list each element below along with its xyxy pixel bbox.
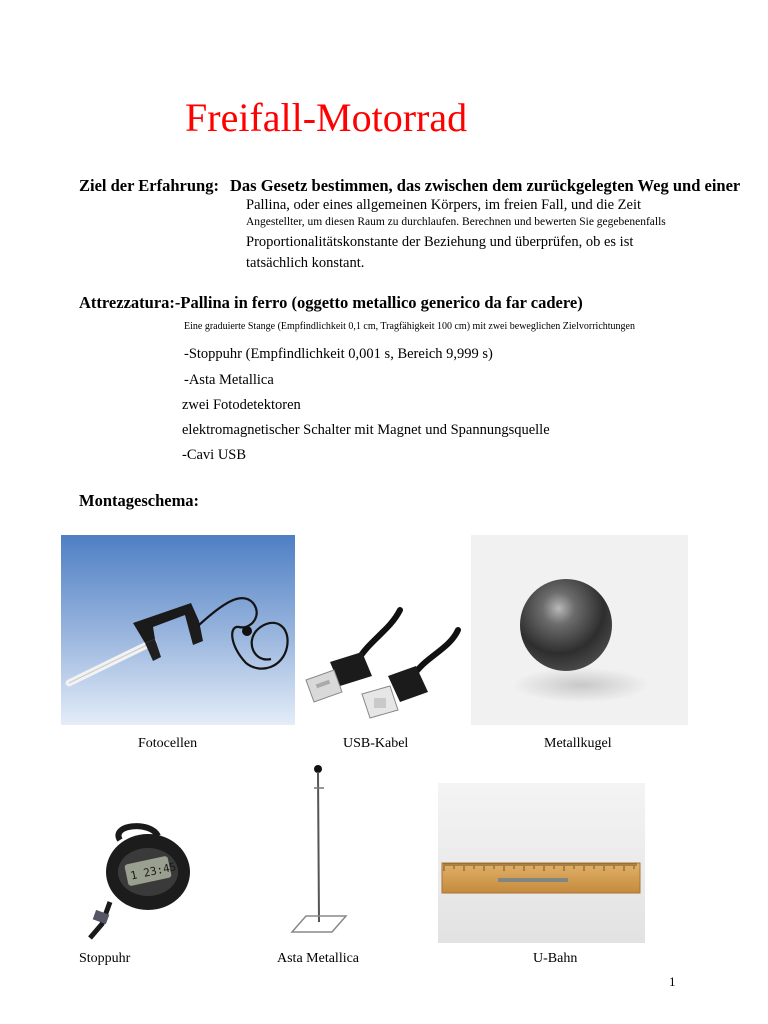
equipment-item: elektromagnetischer Schalter mit Magnet und Spannungsquelle xyxy=(182,422,550,438)
ruler-image xyxy=(438,783,645,943)
photocell-image xyxy=(61,535,295,725)
caption-ball: Metallkugel xyxy=(544,736,612,751)
goal-line-4: Proportionalitätskonstante der Beziehung und überprüfen, ob es ist xyxy=(246,234,634,250)
metal-ball-image xyxy=(471,535,688,725)
goal-label: Ziel der Erfahrung: xyxy=(79,176,219,195)
caption-stopwatch: Stoppuhr xyxy=(79,951,131,966)
page-title: Freifall-Motorrad xyxy=(185,95,468,140)
equipment-item: Eine graduierte Stange (Empfindlichkeit 0,1 cm, Tragfähigkeit 100 cm) mit zwei beweglichen Zielvorrichtungen xyxy=(184,321,635,332)
equipment-heading: Attrezzatura:-Pallina in ferro (oggetto metallico generico da far cadere) xyxy=(79,293,583,312)
equipment-item: -Cavi USB xyxy=(182,447,247,463)
equipment-item: -Stoppuhr (Empfindlichkeit 0,001 s, Bereich 9,999 s) xyxy=(184,346,493,362)
metal-rod-image xyxy=(286,762,352,940)
page-number: 1 xyxy=(669,974,676,989)
stopwatch-display-text: 1 23:45 xyxy=(129,860,178,883)
equipment-item: zwei Fotodetektoren xyxy=(182,397,301,413)
goal-line-3: Angestellter, um diesen Raum zu durchlaufen. Berechnen und bewerten Sie gegebenenfalls xyxy=(246,216,666,228)
goal-line-2: Pallina, oder eines allgemeinen Körpers, im freien Fall, und die Zeit xyxy=(246,197,642,213)
usb-cable-image xyxy=(300,600,470,725)
montage-heading: Montageschema: xyxy=(79,491,200,510)
goal-line-1: Das Gesetz bestimmen, das zwischen dem zurückgelegten Weg und einer xyxy=(230,176,741,195)
goal-line-5: tatsächlich konstant. xyxy=(246,255,365,271)
equipment-item: -Asta Metallica xyxy=(184,372,274,388)
caption-rod: Asta Metallica xyxy=(277,951,360,966)
caption-ruler: U-Bahn xyxy=(533,951,578,966)
stopwatch-image xyxy=(80,820,192,944)
caption-usb: USB-Kabel xyxy=(343,736,409,751)
caption-photocells: Fotocellen xyxy=(138,736,198,751)
